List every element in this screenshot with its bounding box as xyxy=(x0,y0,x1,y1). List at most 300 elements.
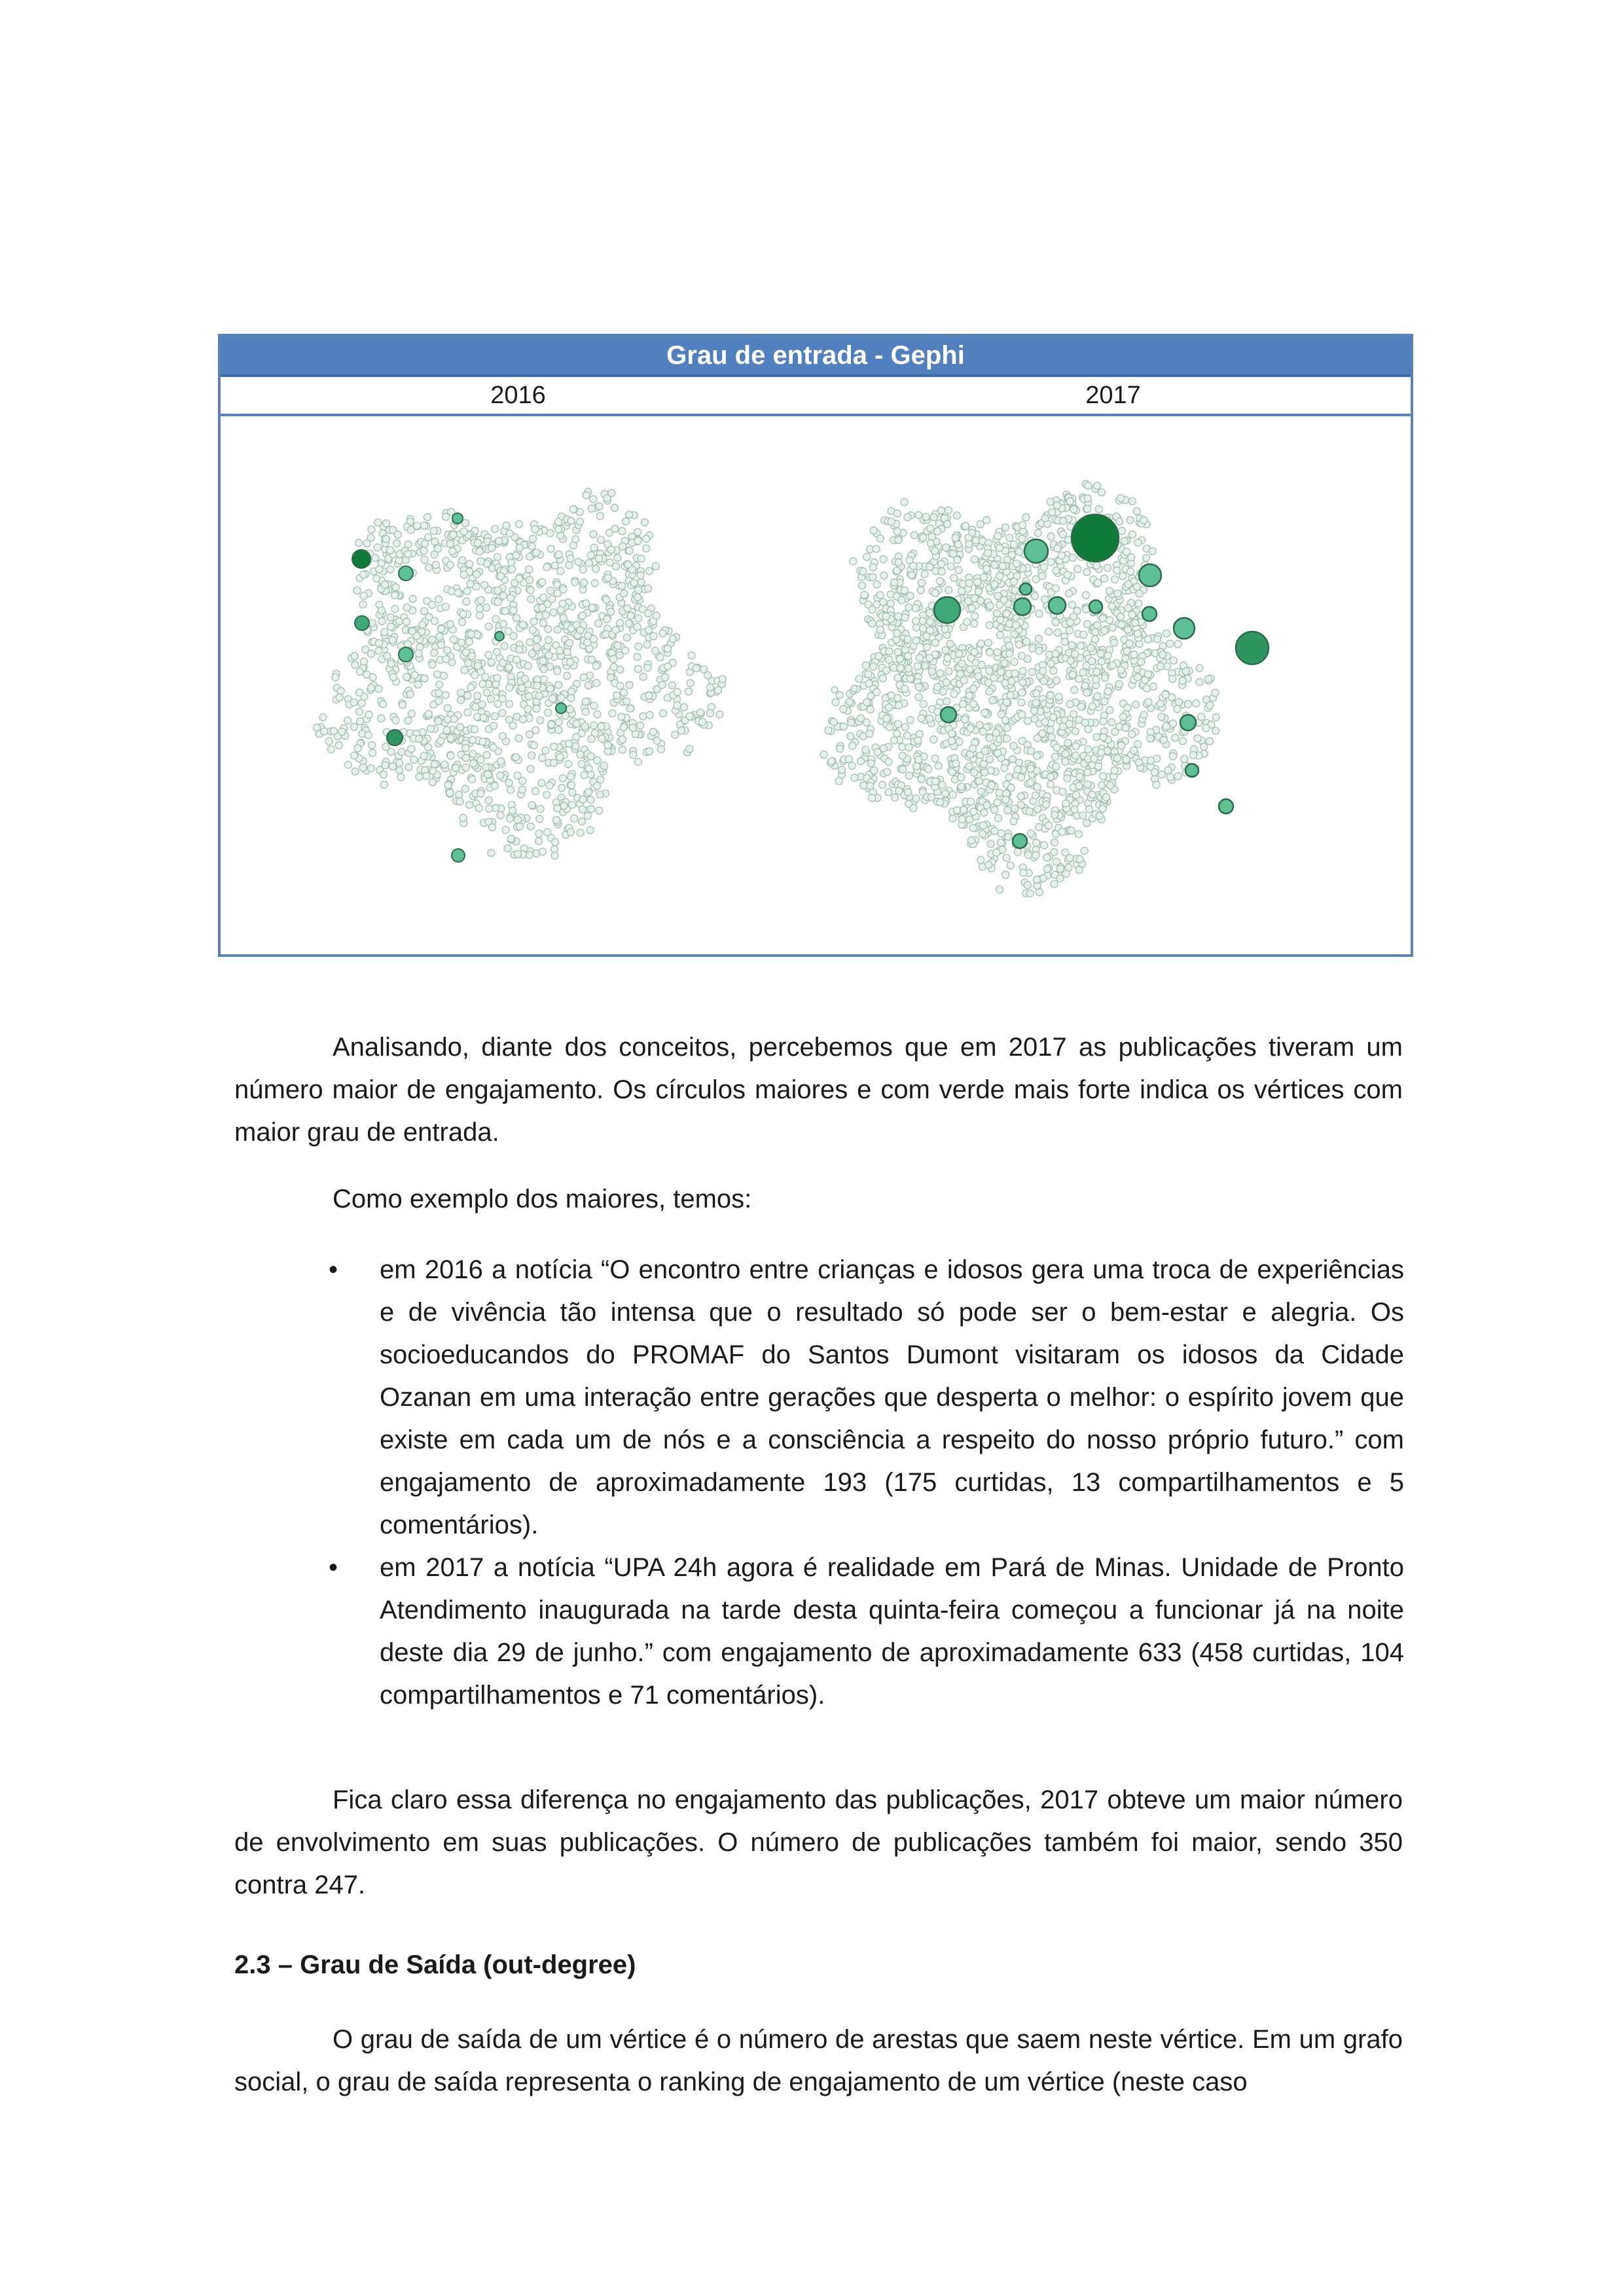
graph-node xyxy=(958,816,965,823)
graph-node xyxy=(1119,528,1126,535)
graph-node xyxy=(1052,650,1059,657)
graph-node xyxy=(540,666,547,673)
graph-node xyxy=(1100,718,1107,725)
graph-node xyxy=(1058,552,1065,559)
graph-node xyxy=(626,547,633,554)
graph-node xyxy=(699,719,706,726)
graph-node xyxy=(992,729,1000,736)
graph-node xyxy=(497,758,505,765)
graph-node xyxy=(415,650,422,657)
graph-node xyxy=(1093,668,1100,675)
graph-node xyxy=(389,763,397,770)
graph-node xyxy=(918,776,925,783)
graph-node xyxy=(365,732,372,739)
graph-node xyxy=(917,586,924,594)
graph-node xyxy=(554,804,561,812)
graph-node xyxy=(466,801,473,808)
graph-node xyxy=(660,710,667,717)
graph-node xyxy=(1018,653,1025,660)
graph-node xyxy=(1043,801,1050,808)
graph-node xyxy=(378,715,385,722)
graph-node xyxy=(1132,619,1139,626)
graph-node xyxy=(954,541,962,548)
graph-node xyxy=(536,816,543,823)
graph-node xyxy=(387,566,394,573)
graph-node xyxy=(911,531,918,539)
graph-node xyxy=(461,666,468,673)
graph-node xyxy=(901,685,909,692)
graph-node xyxy=(442,603,449,610)
graph-node xyxy=(912,637,920,644)
graph-node xyxy=(430,528,437,535)
graph-node xyxy=(1149,548,1156,555)
paragraph-examples-intro: Como exemplo dos maiores, temos: xyxy=(333,1185,752,1213)
graph-node xyxy=(351,752,358,759)
graph-node xyxy=(431,538,439,545)
graph-node xyxy=(975,673,982,680)
graph-node xyxy=(507,786,514,793)
graph-node xyxy=(848,762,856,769)
graph-node xyxy=(627,612,634,619)
graph-node xyxy=(895,559,902,566)
graph-node xyxy=(883,715,890,722)
graph-node xyxy=(1101,575,1108,583)
graph-node xyxy=(637,722,644,729)
graph-node xyxy=(585,789,592,796)
graph-node xyxy=(582,708,589,715)
graph-node xyxy=(934,683,941,691)
graph-node xyxy=(865,680,873,687)
graph-node xyxy=(935,762,942,770)
graph-node xyxy=(1077,642,1084,649)
graph-node xyxy=(1115,681,1123,688)
graph-node xyxy=(1053,677,1060,684)
graph-node xyxy=(869,795,876,802)
graph-node xyxy=(602,630,609,637)
graph-node xyxy=(707,684,714,691)
graph-node xyxy=(398,748,405,755)
graph-node xyxy=(859,568,867,575)
graph-node xyxy=(980,761,987,768)
graph-node xyxy=(471,726,478,733)
graph-node xyxy=(686,745,693,753)
graph-node xyxy=(1062,758,1069,765)
graph-node xyxy=(869,606,876,613)
graph-node xyxy=(538,780,545,787)
graph-node xyxy=(567,658,574,666)
graph-node xyxy=(920,534,927,541)
graph-node xyxy=(891,737,898,744)
graph-node xyxy=(976,721,983,728)
graph-node xyxy=(573,720,580,727)
graph-node xyxy=(981,769,988,776)
graph-node xyxy=(1083,592,1090,599)
graph-node xyxy=(619,543,626,550)
graph-node xyxy=(383,520,390,527)
graph-node xyxy=(380,700,387,708)
graph-node xyxy=(592,662,600,670)
graph-node xyxy=(920,625,927,632)
graph-node xyxy=(555,681,562,689)
graph-node xyxy=(1033,839,1040,846)
graph-node xyxy=(1041,719,1049,726)
graph-node xyxy=(904,636,911,643)
graph-node xyxy=(423,772,430,780)
graph-node xyxy=(450,715,458,723)
graph-node xyxy=(1084,505,1091,512)
graph-node xyxy=(509,807,516,814)
graph-node xyxy=(545,709,552,716)
graph-node xyxy=(1055,693,1062,700)
graph-node xyxy=(1111,576,1119,583)
graph-node xyxy=(380,771,388,778)
graph-node xyxy=(392,717,399,724)
graph-node xyxy=(610,655,617,662)
graph-node xyxy=(926,715,933,722)
graph-node xyxy=(1076,855,1083,863)
graph-node xyxy=(543,791,550,798)
graph-node xyxy=(1019,522,1026,529)
graph-node xyxy=(1043,854,1051,861)
graph-node xyxy=(513,753,520,761)
highlighted-node xyxy=(1049,597,1066,614)
graph-node xyxy=(905,789,912,796)
graph-node xyxy=(429,661,436,668)
graph-node xyxy=(1059,531,1066,538)
graph-node xyxy=(1004,807,1011,814)
graph-node xyxy=(501,607,509,615)
graph-node xyxy=(476,548,483,555)
graph-node xyxy=(537,717,544,724)
graph-node xyxy=(867,782,874,789)
graph-node xyxy=(1200,743,1208,750)
graph-node xyxy=(535,613,543,620)
graph-node xyxy=(646,748,653,755)
graph-node xyxy=(937,798,944,806)
graph-node xyxy=(1174,773,1182,780)
graph-node xyxy=(1052,753,1059,761)
graph-node xyxy=(626,705,634,712)
graph-node xyxy=(425,564,432,571)
graph-node xyxy=(837,745,844,752)
graph-node xyxy=(1185,700,1192,708)
graph-node xyxy=(1043,865,1051,872)
graph-node xyxy=(583,492,590,499)
graph-node xyxy=(989,697,996,704)
graph-node xyxy=(555,526,562,533)
highlighted-node xyxy=(941,707,956,723)
graph-node xyxy=(1036,647,1043,655)
graph-node xyxy=(950,550,957,558)
graph-node xyxy=(466,638,473,645)
graph-node xyxy=(1104,652,1111,659)
graph-node xyxy=(659,681,666,689)
graph-node xyxy=(1079,669,1087,676)
graph-node xyxy=(1060,517,1067,524)
graph-node xyxy=(1094,762,1102,770)
graph-node xyxy=(581,579,588,586)
graph-node xyxy=(1087,645,1094,652)
graph-node xyxy=(1005,833,1012,840)
bullet-text-2017: em 2017 a notícia “UPA 24h agora é realidade em Pará de Minas. Unidade de Pronto Atendimento inaugurada na tarde desta quinta-feira começou a funcionar já na noite deste dia 29 de junho.” com engajamento de aproximadamente 633 (458 curtidas, 104 compartilhamentos e 71 comentários). xyxy=(380,1553,1404,1710)
graph-node xyxy=(1206,702,1214,709)
graph-node xyxy=(634,759,641,766)
graph-node xyxy=(968,605,975,612)
graph-node xyxy=(1092,636,1099,643)
graph-node xyxy=(1170,657,1177,664)
graph-node xyxy=(905,653,912,660)
graph-node xyxy=(967,798,975,805)
graph-node xyxy=(1113,567,1121,574)
graph-node xyxy=(861,592,868,599)
graph-node xyxy=(1202,725,1210,732)
graph-node xyxy=(460,528,467,535)
graph-node xyxy=(403,619,410,626)
graph-node xyxy=(901,614,909,621)
graph-node xyxy=(588,604,596,611)
graph-node xyxy=(664,663,672,670)
graph-node xyxy=(1018,699,1025,706)
paragraph-out-degree: O grau de saída de um vértice é o número de arestas que saem neste vértice. Em um grafo social, o grau de saída representa o ranking de engajamento de um vértice (neste caso xyxy=(234,2025,1403,2096)
graph-node xyxy=(1094,692,1101,700)
graph-node xyxy=(1136,590,1143,598)
graph-node xyxy=(1010,541,1017,548)
graph-node xyxy=(978,661,985,668)
graph-node xyxy=(425,533,432,541)
graph-node xyxy=(707,709,714,717)
graph-node xyxy=(1166,640,1174,647)
graph-node xyxy=(600,762,607,770)
graph-node xyxy=(893,528,901,535)
graph-node xyxy=(551,852,558,859)
paragraph-analysis: Analisando, diante dos conceitos, percebemos que em 2017 as publicações tiveram um número maior de engajamento. Os círculos maiores e com verde mais forte indica os vértices com maior grau de entrada. xyxy=(234,1033,1403,1147)
graph-node xyxy=(991,562,998,569)
graph-node xyxy=(985,861,992,869)
graph-node xyxy=(421,522,428,529)
graph-node xyxy=(626,681,633,689)
graph-node xyxy=(567,706,574,713)
graph-node xyxy=(431,761,439,768)
graph-node xyxy=(896,656,903,663)
graph-node xyxy=(1045,628,1053,636)
graph-node xyxy=(566,562,573,569)
section-heading: 2.3 – Grau de Saída (out-degree) xyxy=(234,1950,636,1979)
graph-node xyxy=(932,778,939,785)
graph-node xyxy=(871,767,878,774)
graph-node xyxy=(444,781,452,789)
graph-node xyxy=(634,594,641,601)
graph-node xyxy=(869,564,876,571)
graph-node xyxy=(556,647,564,654)
graph-node xyxy=(907,592,914,600)
graph-node xyxy=(337,687,344,694)
graph-node xyxy=(905,603,912,611)
highlighted-node xyxy=(1185,764,1199,777)
graph-node xyxy=(483,689,490,696)
graph-node xyxy=(996,573,1003,580)
graph-node xyxy=(356,668,363,675)
graph-node xyxy=(559,775,566,782)
graph-node xyxy=(344,717,352,724)
graph-node xyxy=(473,571,480,578)
graph-node xyxy=(587,552,594,559)
graph-node xyxy=(1079,812,1087,819)
graph-node xyxy=(1134,630,1142,637)
graph-node xyxy=(645,567,653,575)
graph-node xyxy=(1032,792,1039,799)
graph-node xyxy=(411,672,418,679)
graph-node xyxy=(1048,734,1055,741)
graph-node xyxy=(873,581,880,588)
graph-node xyxy=(543,564,550,571)
graph-node xyxy=(1075,867,1083,874)
graph-node xyxy=(485,623,492,630)
graph-node xyxy=(885,759,892,766)
graph-node xyxy=(1198,713,1205,721)
highlighted-node xyxy=(399,566,413,581)
graph-node xyxy=(1074,565,1081,573)
graph-node xyxy=(375,685,382,692)
graph-node xyxy=(496,537,503,545)
graph-node xyxy=(407,526,414,533)
graph-node xyxy=(912,624,920,631)
graph-node xyxy=(991,806,998,814)
graph-node xyxy=(634,666,641,673)
graph-node xyxy=(353,587,361,594)
graph-node xyxy=(970,685,977,692)
graph-node xyxy=(870,527,877,534)
graph-node xyxy=(509,565,516,573)
graph-node xyxy=(634,623,641,630)
graph-node xyxy=(930,736,937,743)
graph-node xyxy=(912,617,920,624)
graph-node xyxy=(1138,658,1145,666)
graph-node xyxy=(659,630,666,637)
graph-node xyxy=(634,529,641,536)
graph-node xyxy=(1089,703,1096,710)
graph-node xyxy=(507,815,514,822)
graph-node xyxy=(1157,700,1164,708)
graph-node xyxy=(645,692,653,699)
graph-node xyxy=(389,636,396,643)
graph-node xyxy=(1104,688,1111,695)
graph-node xyxy=(662,673,669,681)
graph-node xyxy=(1089,791,1096,798)
graph-node xyxy=(539,848,546,855)
graph-node xyxy=(1051,812,1058,819)
graph-node xyxy=(432,562,439,569)
graph-node xyxy=(463,588,471,595)
graph-node xyxy=(338,728,346,736)
graph-node xyxy=(545,626,552,633)
graph-node xyxy=(1169,675,1176,683)
graph-node xyxy=(1062,800,1070,807)
graph-node xyxy=(688,652,695,659)
graph-node xyxy=(579,612,586,619)
graph-node xyxy=(471,672,478,679)
graph-node xyxy=(1160,736,1167,744)
graph-node xyxy=(429,767,437,774)
graph-node xyxy=(1212,727,1219,734)
graph-node xyxy=(365,711,372,719)
graph-node xyxy=(1069,601,1076,609)
graph-node xyxy=(1003,725,1011,732)
graph-node xyxy=(393,540,401,547)
graph-node xyxy=(1134,740,1142,747)
graph-node xyxy=(389,673,397,681)
graph-node xyxy=(1036,610,1043,617)
highlighted-node xyxy=(1139,564,1161,586)
graph-node xyxy=(693,665,700,672)
graph-node xyxy=(859,582,866,589)
graph-node xyxy=(619,746,626,753)
graph-node xyxy=(1147,757,1155,764)
graph-node xyxy=(516,646,523,653)
graph-node xyxy=(1031,715,1038,723)
graph-node xyxy=(568,773,575,780)
graph-node xyxy=(1020,869,1027,876)
graph-node xyxy=(943,544,950,551)
graph-node xyxy=(899,766,907,773)
graph-node xyxy=(910,562,917,569)
graph-node xyxy=(581,772,588,779)
graph-node xyxy=(460,611,467,618)
graph-node xyxy=(410,756,418,763)
graph-node xyxy=(413,632,420,639)
graph-node xyxy=(559,600,566,607)
graph-node xyxy=(704,672,712,679)
graph-node xyxy=(1047,726,1054,734)
graph-node xyxy=(836,692,843,699)
graph-node xyxy=(1041,842,1048,849)
graph-node xyxy=(481,581,488,588)
graph-node xyxy=(926,627,933,634)
graph-node xyxy=(513,552,520,559)
graph-node xyxy=(901,723,909,730)
graph-node xyxy=(1099,805,1106,812)
graph-node xyxy=(446,562,454,569)
graph-node xyxy=(893,567,901,574)
graph-node xyxy=(640,673,647,681)
graph-node xyxy=(598,536,605,543)
graph-node xyxy=(1098,749,1105,757)
graph-node xyxy=(998,830,1005,837)
graph-node xyxy=(507,594,514,601)
highlighted-node xyxy=(1219,799,1233,814)
highlighted-node xyxy=(1072,514,1119,562)
figure-title: Grau de entrada - Gephi xyxy=(221,336,1411,377)
graph-node xyxy=(1117,666,1125,673)
graph-node xyxy=(482,673,489,681)
graph-node xyxy=(1153,781,1160,789)
graph-node xyxy=(910,804,917,812)
graph-node xyxy=(1101,627,1108,634)
graph-node xyxy=(1081,847,1088,854)
graph-node xyxy=(653,737,660,744)
paragraph-conclusion: Fica claro essa diferença no engajamento das publicações, 2017 obteve um maior número de envolvimento em suas publicações. O número de publicações também foi maior, sendo 350 contra 247. xyxy=(234,1785,1403,1899)
graph-node xyxy=(981,809,988,816)
graph-node xyxy=(380,781,388,788)
graph-node xyxy=(969,825,977,832)
graph-node xyxy=(943,698,950,705)
graph-node xyxy=(450,531,457,539)
graph-node xyxy=(1108,603,1115,610)
graph-node xyxy=(1130,651,1138,658)
graph-node xyxy=(848,719,855,726)
graph-node xyxy=(1159,651,1166,658)
graph-node xyxy=(573,733,580,740)
graph-node xyxy=(1053,858,1060,865)
